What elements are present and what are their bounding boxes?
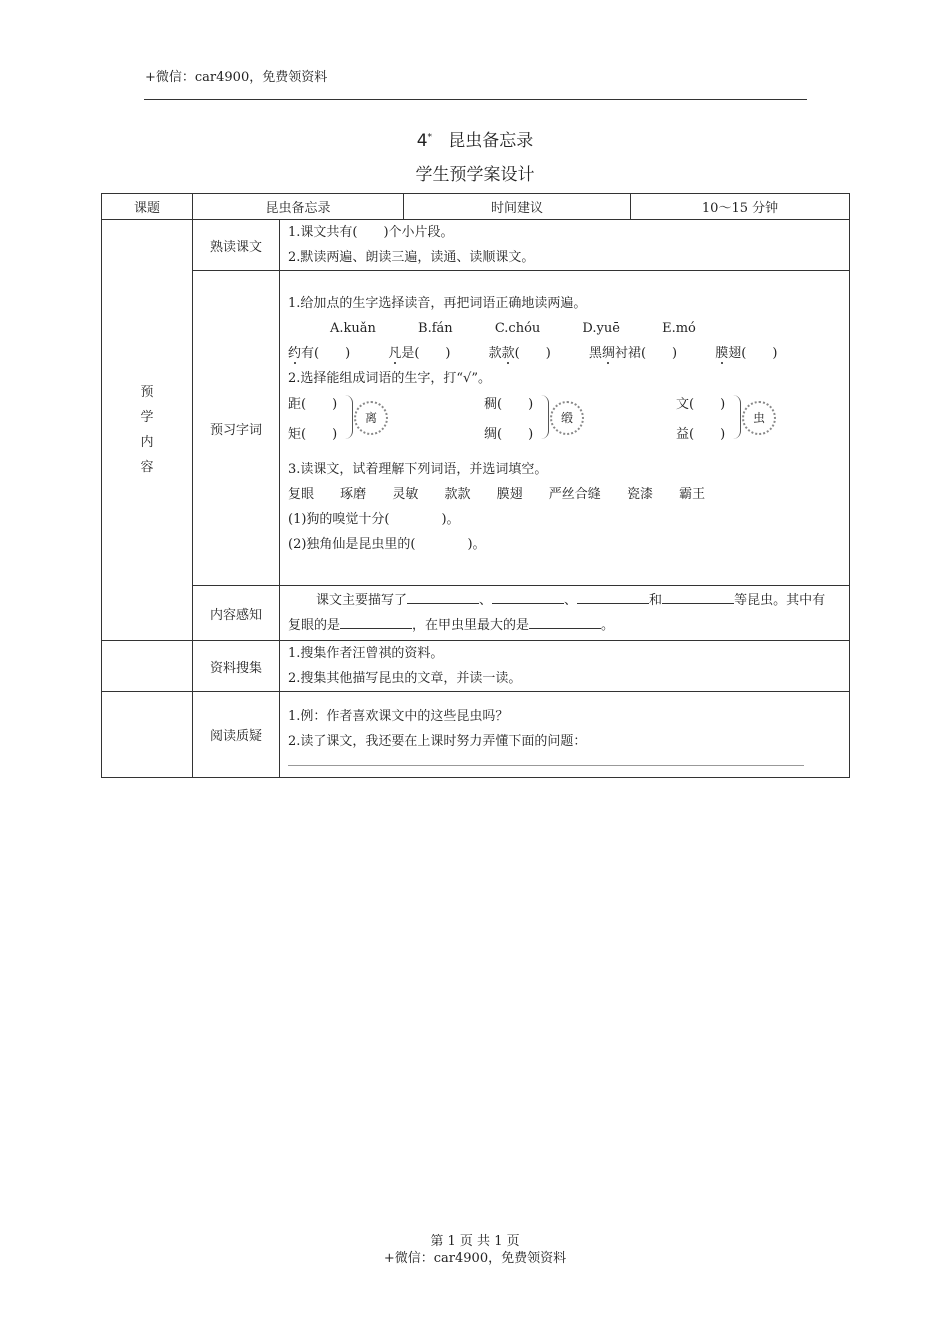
fill-sentence-1: (1)狗的嗅觉十分( )。 [288, 512, 460, 527]
time-label: 时间建议 [404, 194, 631, 220]
question-content [280, 692, 850, 778]
pinyin-option: D.yuē [582, 321, 620, 336]
pinyin-option: E.mó [662, 321, 696, 336]
char-option: 矩( ) [288, 427, 338, 442]
section-spacer [102, 641, 193, 692]
read-line-2: 2.默读两遍、朗读三遍，读通、读顺课文。 [288, 250, 535, 265]
content-line-1: 课文主要描写了 、 、 和 等昆虫。其中有 [316, 593, 826, 608]
vocab-q1: 1.给加点的生字选择读音，再把词语正确地读两遍。 [288, 296, 587, 311]
char-option: 稠( ) [484, 397, 534, 412]
word-bank-item: 复眼 [288, 487, 315, 502]
read-label: 熟读课文 [193, 220, 280, 271]
read-content [280, 220, 850, 271]
word-item: 黑绸衬裙( ) [588, 346, 678, 361]
answer-blank[interactable] [340, 616, 412, 629]
lesson-title: 昆虫备忘录 [448, 131, 534, 151]
word-bank-item: 琢磨 [340, 487, 367, 502]
section-label [102, 220, 193, 641]
header-rule [144, 99, 807, 100]
page-number: 第 1 页 共 1 页 [430, 1234, 520, 1249]
word-bank [288, 482, 841, 507]
content-line-2: 复眼的是 ，在甲虫里最大的是 。 [288, 618, 615, 633]
vocab-content [280, 271, 850, 586]
answer-blank[interactable] [529, 616, 601, 629]
page-title [0, 126, 950, 151]
question-line-1: 1.例：作者喜欢课文中的这些昆虫吗？ [288, 708, 509, 724]
pinyin-options [288, 316, 841, 341]
answer-line[interactable] [288, 764, 804, 766]
center-char: 缎 [550, 401, 584, 435]
word-bank-item: 瓷漆 [626, 487, 653, 502]
word-bank-item: 膜翅 [496, 487, 523, 502]
pinyin-option: B.fán [418, 321, 453, 336]
section-char: 预 [140, 385, 154, 400]
material-row [102, 641, 850, 692]
word-bank-item: 严丝合缝 [548, 487, 601, 502]
vocab-q2: 2.选择能组成词语的生字，打“√”。 [288, 371, 491, 386]
question-row [102, 692, 850, 778]
brace-mark [540, 395, 549, 439]
brace-mark [732, 395, 741, 439]
char-option: 文( ) [676, 397, 726, 412]
topic-row [102, 194, 850, 220]
read-line-1: 1.课文共有( )个小片段。 [288, 225, 454, 240]
char-option: 益( ) [676, 427, 726, 442]
vocab-label: 预习字词 [193, 271, 280, 586]
pinyin-option: C.chóu [494, 321, 541, 336]
vocab-q3: 3.读课文，试着理解下列词语，并选词填空。 [288, 462, 548, 477]
answer-blank[interactable] [662, 591, 734, 604]
content-label: 内容感知 [193, 586, 280, 641]
content-row [102, 586, 850, 641]
vocab-row [102, 271, 850, 586]
section-char: 内 [140, 435, 154, 450]
char-option: 距( ) [288, 397, 338, 412]
answer-blank[interactable] [407, 591, 479, 604]
word-items [288, 341, 841, 366]
word-bank-item: 灵敏 [392, 487, 419, 502]
lesson-number: 4 [416, 131, 428, 151]
material-content [280, 641, 850, 692]
header-watermark: +微信：car4900，免费领资料 [145, 70, 328, 85]
read-row [102, 220, 850, 271]
center-char: 离 [354, 401, 388, 435]
time-value: 10～15 分钟 [631, 194, 850, 220]
answer-blank[interactable] [492, 591, 564, 604]
section-spacer [102, 692, 193, 778]
brace-mark [344, 395, 353, 439]
material-line-1: 1.搜集作者汪曾祺的资料。 [288, 646, 444, 661]
question-label: 阅读质疑 [193, 692, 280, 778]
word-item: 约有( ) [288, 346, 351, 361]
char-option: 绸( ) [484, 427, 534, 442]
footer-watermark: +微信：car4900，免费领资料 [383, 1251, 567, 1266]
word-item: 款款( ) [488, 346, 551, 361]
fill-sentence-2: (2)独角仙是昆虫里的( )。 [288, 537, 486, 552]
content-text [280, 586, 850, 641]
word-item: 膜翅( ) [715, 346, 778, 361]
char-groups [288, 393, 841, 457]
center-char: 虫 [742, 401, 776, 435]
question-line-2: 2.读了课文，我还要在上课时努力弄懂下面的问题： [288, 733, 587, 749]
word-bank-item: 款款 [444, 487, 471, 502]
lesson-mark: * [427, 132, 433, 143]
topic-label: 课题 [102, 194, 193, 220]
word-bank-item: 霸王 [679, 487, 706, 502]
material-label: 资料搜集 [193, 641, 280, 692]
answer-blank[interactable] [577, 591, 649, 604]
word-item: 凡是( ) [388, 346, 451, 361]
pinyin-option: A.kuǎn [330, 321, 376, 336]
topic-value: 昆虫备忘录 [193, 194, 404, 220]
material-line-2: 2.搜集其他描写昆虫的文章，并读一读。 [288, 671, 522, 686]
study-table [101, 193, 850, 778]
page-subtitle: 学生预学案设计 [415, 165, 535, 185]
section-char: 容 [140, 460, 154, 475]
section-char: 学 [140, 410, 154, 425]
